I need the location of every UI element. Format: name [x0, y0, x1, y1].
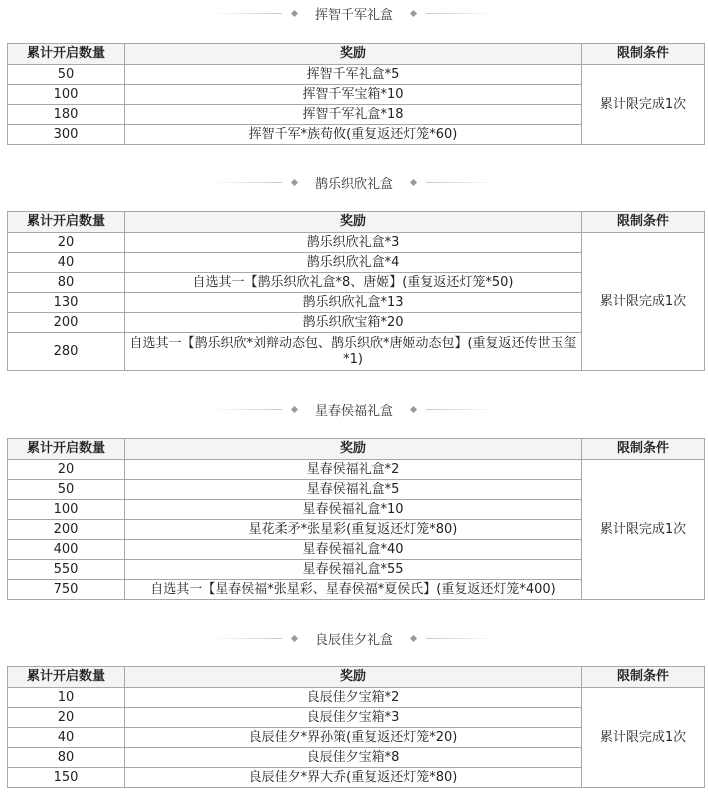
reward-cell: 鹊乐织欣宝箱*20 — [125, 313, 582, 333]
limit-cell: 累计限完成1次 — [582, 688, 705, 788]
count-cell: 200 — [8, 313, 125, 333]
count-cell: 280 — [8, 333, 125, 371]
reward-cell: 星春侯福礼盒*10 — [125, 500, 582, 520]
count-cell: 80 — [8, 273, 125, 293]
reward-cell: 自选其一【星春侯福*张星彩、星春侯福*夏侯氏】(重复返还灯笼*400) — [125, 580, 582, 600]
reward-table — [7, 211, 705, 371]
reward-cell: 良辰佳夕宝箱*8 — [125, 748, 582, 768]
title-ornament-left — [212, 11, 307, 16]
count-cell: 40 — [8, 728, 125, 748]
reward-cell: 鹊乐织欣礼盒*3 — [125, 233, 582, 253]
reward-table — [7, 438, 705, 600]
title-ornament-right — [401, 636, 496, 641]
table-header-row — [8, 439, 705, 460]
header-count: 累计开启数量 — [8, 439, 125, 460]
header-count: 累计开启数量 — [8, 44, 125, 65]
count-cell: 130 — [8, 293, 125, 313]
count-cell: 20 — [8, 233, 125, 253]
count-cell: 80 — [8, 748, 125, 768]
reward-cell: 星春侯福礼盒*40 — [125, 540, 582, 560]
header-reward: 奖励 — [125, 667, 582, 688]
count-cell: 10 — [8, 688, 125, 708]
reward-cell: 鹊乐织欣礼盒*4 — [125, 253, 582, 273]
reward-cell: 星春侯福礼盒*55 — [125, 560, 582, 580]
header-reward: 奖励 — [125, 439, 582, 460]
table-row — [8, 688, 705, 708]
reward-cell: 挥智千军礼盒*18 — [125, 105, 582, 125]
reward-cell: 星花柔矛*张星彩(重复返还灯笼*80) — [125, 520, 582, 540]
table-row — [8, 65, 705, 85]
reward-cell: 良辰佳夕*界大乔(重复返还灯笼*80) — [125, 768, 582, 788]
section-title: 星春侯福礼盒 — [314, 403, 393, 419]
section-title-bar — [0, 0, 708, 26]
count-cell: 550 — [8, 560, 125, 580]
section-title: 鹊乐织欣礼盒 — [314, 176, 393, 192]
reward-cell: 星春侯福礼盒*5 — [125, 480, 582, 500]
section-2 — [0, 169, 708, 367]
limit-cell: 累计限完成1次 — [582, 460, 705, 600]
header-count: 累计开启数量 — [8, 667, 125, 688]
count-cell: 20 — [8, 460, 125, 480]
title-ornament-right — [401, 11, 496, 16]
count-cell: 200 — [8, 520, 125, 540]
reward-cell: 挥智千军*族荀攸(重复返还灯笼*60) — [125, 125, 582, 145]
count-cell: 20 — [8, 708, 125, 728]
count-cell: 400 — [8, 540, 125, 560]
limit-cell: 累计限完成1次 — [582, 233, 705, 371]
section-title: 良辰佳夕礼盒 — [314, 632, 393, 648]
reward-cell: 自选其一【鹊乐织欣礼盒*8、唐姬】(重复返还灯笼*50) — [125, 273, 582, 293]
table-row — [8, 460, 705, 480]
section-title: 挥智千军礼盒 — [314, 7, 393, 23]
header-reward: 奖励 — [125, 212, 582, 233]
table-row — [8, 233, 705, 253]
count-cell: 50 — [8, 480, 125, 500]
count-cell: 100 — [8, 85, 125, 105]
reward-table — [7, 666, 705, 788]
section-3 — [0, 396, 708, 597]
table-header-row — [8, 44, 705, 65]
title-ornament-left — [212, 636, 307, 641]
section-4 — [0, 625, 708, 785]
header-limit: 限制条件 — [582, 44, 705, 65]
reward-table — [7, 43, 705, 145]
reward-cell: 良辰佳夕宝箱*3 — [125, 708, 582, 728]
title-ornament-left — [212, 407, 307, 412]
reward-cell: 挥智千军宝箱*10 — [125, 85, 582, 105]
title-ornament-right — [401, 180, 496, 185]
count-cell: 300 — [8, 125, 125, 145]
section-1 — [0, 0, 708, 142]
count-cell: 50 — [8, 65, 125, 85]
count-cell: 100 — [8, 500, 125, 520]
section-title-bar — [0, 625, 708, 651]
reward-cell: 挥智千军礼盒*5 — [125, 65, 582, 85]
section-title-bar — [0, 169, 708, 195]
count-cell: 150 — [8, 768, 125, 788]
count-cell: 750 — [8, 580, 125, 600]
header-limit: 限制条件 — [582, 667, 705, 688]
table-header-row — [8, 212, 705, 233]
header-reward: 奖励 — [125, 44, 582, 65]
reward-cell: 自选其一【鹊乐织欣*刘辩动态包、鹊乐织欣*唐姬动态包】(重复返还传世玉玺*1) — [125, 333, 582, 371]
header-limit: 限制条件 — [582, 439, 705, 460]
reward-cell: 星春侯福礼盒*2 — [125, 460, 582, 480]
section-title-bar — [0, 396, 708, 422]
reward-cell: 鹊乐织欣礼盒*13 — [125, 293, 582, 313]
header-count: 累计开启数量 — [8, 212, 125, 233]
title-ornament-left — [212, 180, 307, 185]
reward-cell: 良辰佳夕*界孙策(重复返还灯笼*20) — [125, 728, 582, 748]
reward-cell: 良辰佳夕宝箱*2 — [125, 688, 582, 708]
header-limit: 限制条件 — [582, 212, 705, 233]
title-ornament-right — [401, 407, 496, 412]
count-cell: 180 — [8, 105, 125, 125]
limit-cell: 累计限完成1次 — [582, 65, 705, 145]
count-cell: 40 — [8, 253, 125, 273]
table-header-row — [8, 667, 705, 688]
